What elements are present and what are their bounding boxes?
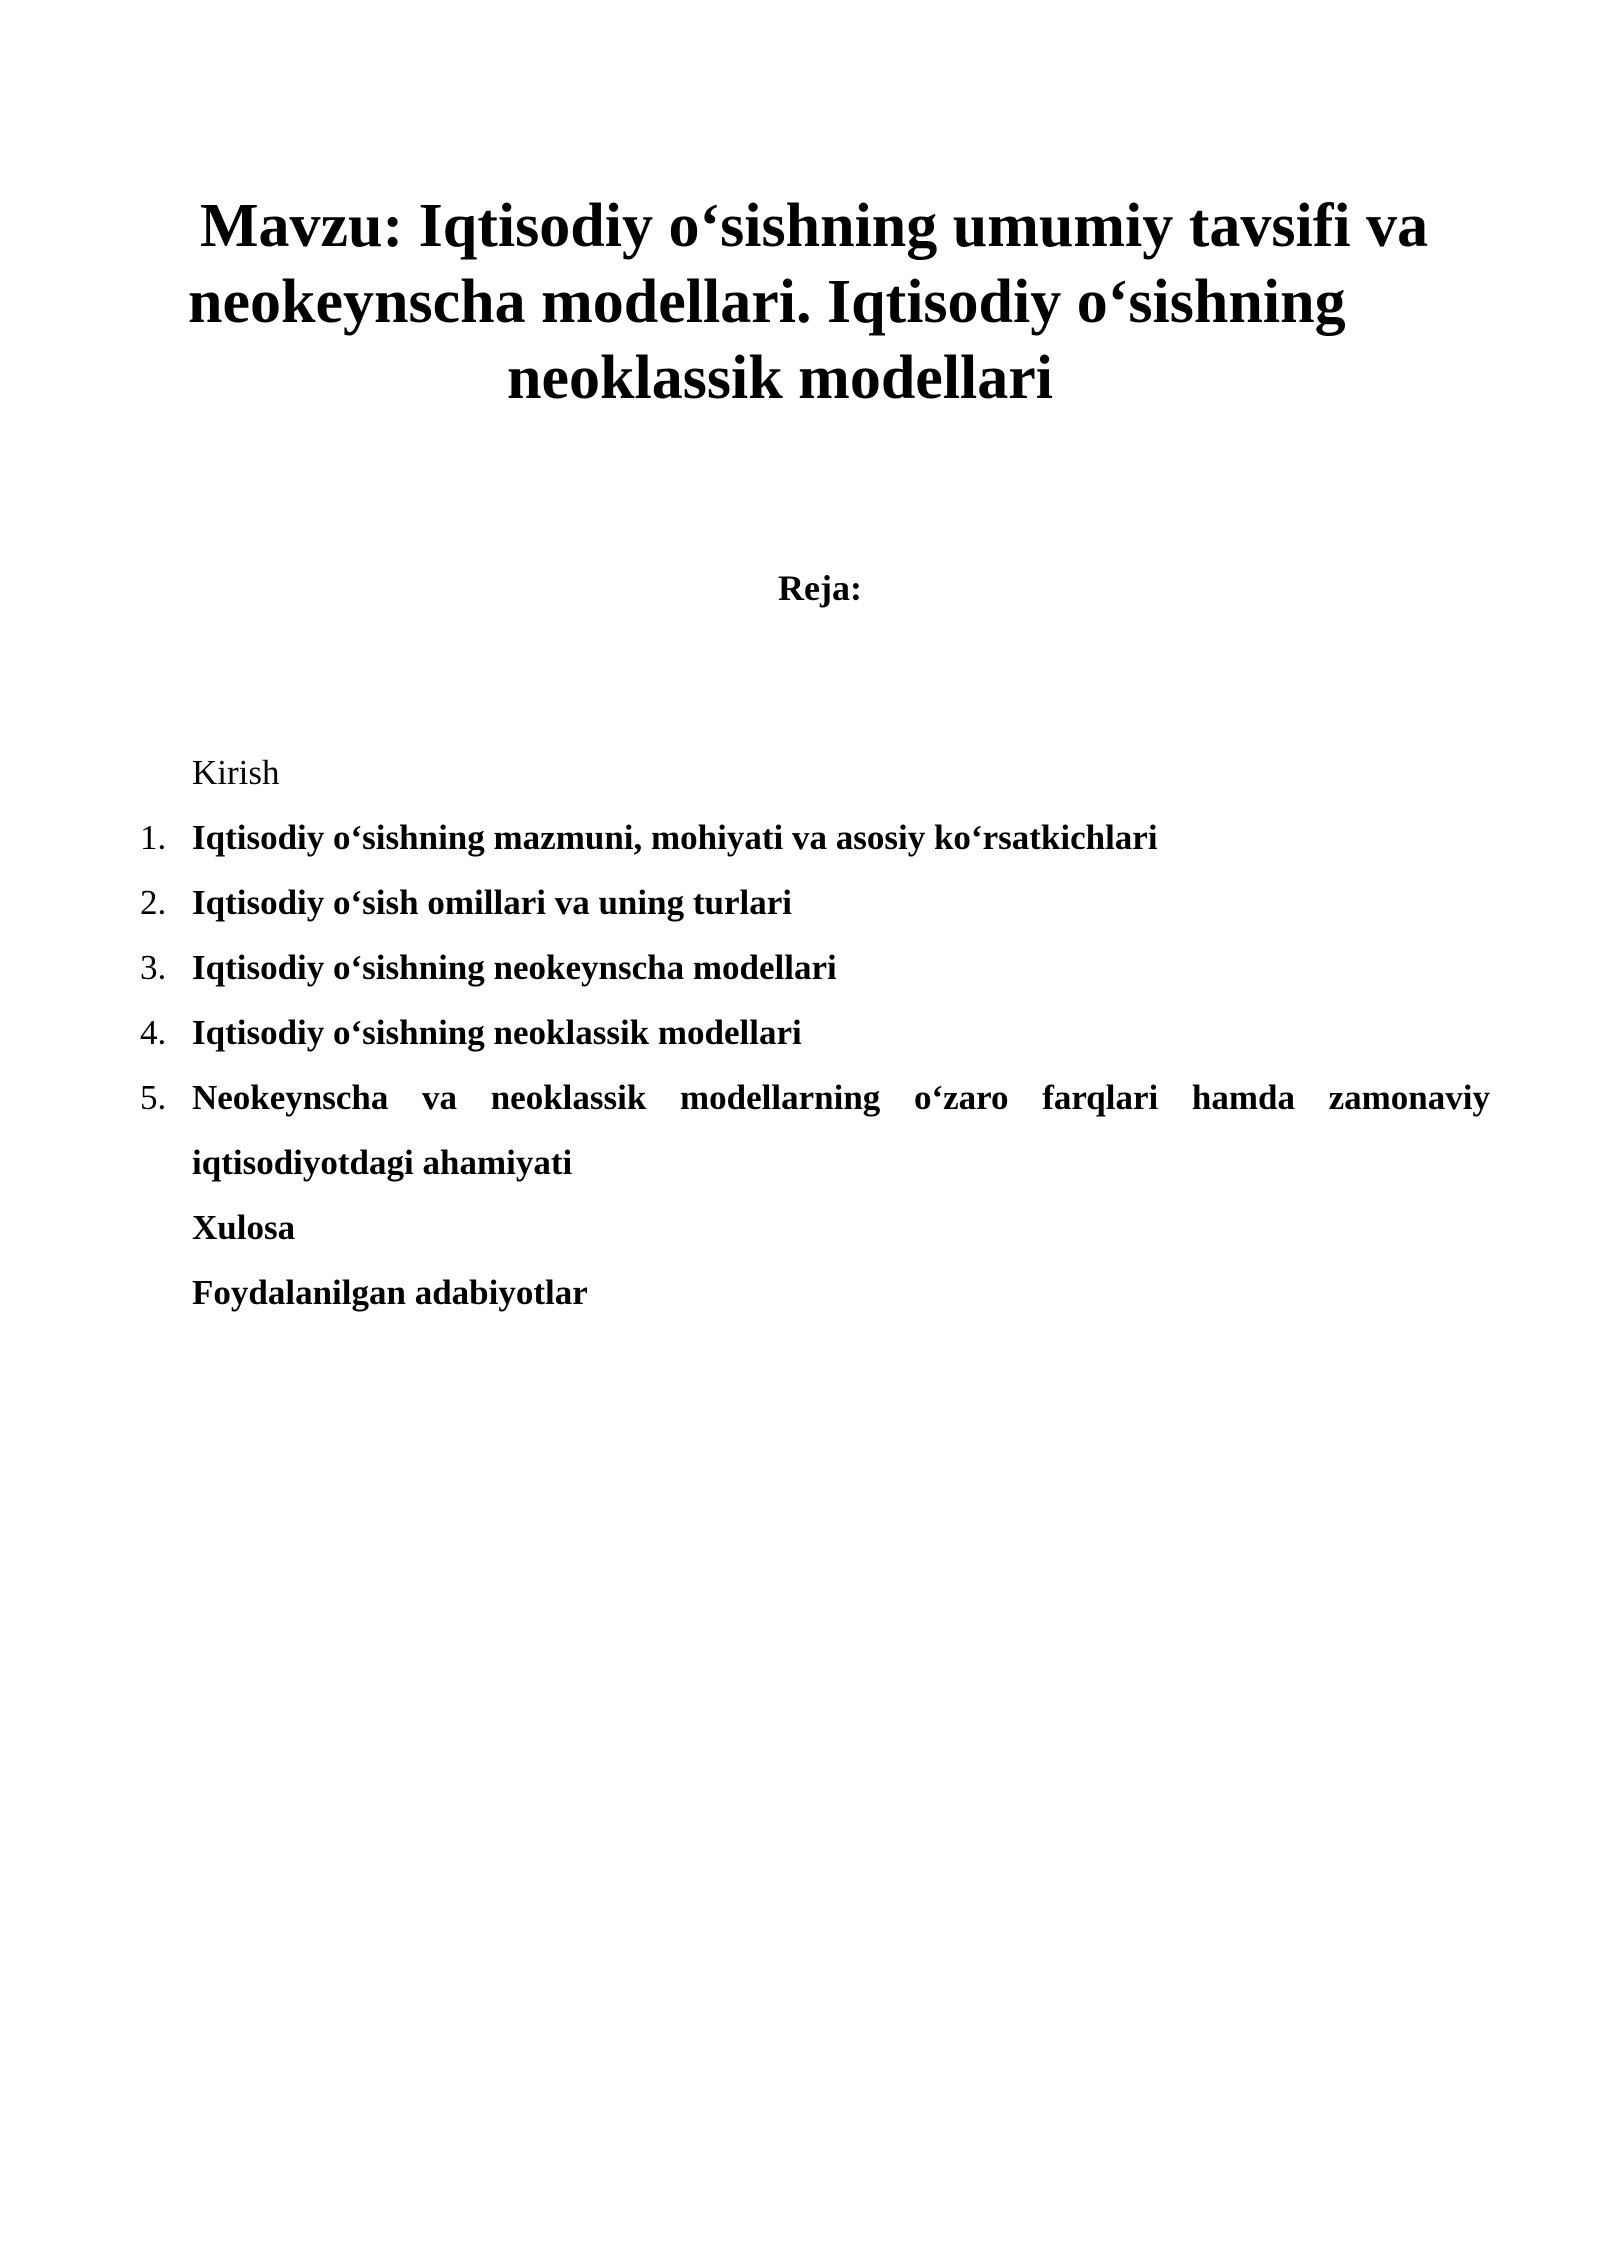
plan-outline: [140, 740, 1490, 1325]
outline-references: [140, 1260, 1490, 1325]
item-text: Iqtisodiy o‘sishning neokeynscha modellari: [192, 948, 837, 987]
outline-item-3: [140, 935, 1490, 1000]
intro-text: Kirish: [192, 753, 280, 792]
item-text: Iqtisodiy o‘sishning mazmuni, mohiyati va asosiy ko‘rsatkichlari: [192, 818, 1158, 857]
item-number: 2.: [140, 883, 167, 922]
outline-conclusion: [140, 1195, 1490, 1260]
plan-heading: Reja:: [778, 568, 862, 608]
outline-item-4: [140, 1000, 1490, 1065]
item-number: 5.: [140, 1078, 167, 1117]
title-line-3: neoklassik modellari: [507, 344, 1054, 412]
conclusion-text: Xulosa: [192, 1208, 296, 1247]
outline-intro: [140, 740, 1490, 805]
title-line-2: neokeynscha modellari. Iqtisodiy o‘sishning: [188, 268, 1346, 336]
item-text: Iqtisodiy o‘sishning neoklassik modellari: [192, 1013, 802, 1052]
outline-item-5: [140, 1065, 1490, 1195]
title-line-1: Mavzu: Iqtisodiy o‘sishning umumiy tavsifi va: [200, 192, 1429, 260]
document-title: [180, 188, 1500, 416]
item-text: Iqtisodiy o‘sish omillari va uning turlari: [192, 883, 792, 922]
outline-item-2: [140, 870, 1490, 935]
item-number: 1.: [140, 818, 167, 857]
item-text: Neokeynscha va neoklassik modellarning o‘zaro farqlari hamda zamonaviy iqtisodiyotdagi ahamiyati: [192, 1078, 1490, 1182]
references-text: Foydalanilgan adabiyotlar: [192, 1273, 588, 1312]
item-number: 3.: [140, 948, 167, 987]
item-number: 4.: [140, 1013, 167, 1052]
outline-item-1: [140, 805, 1490, 870]
